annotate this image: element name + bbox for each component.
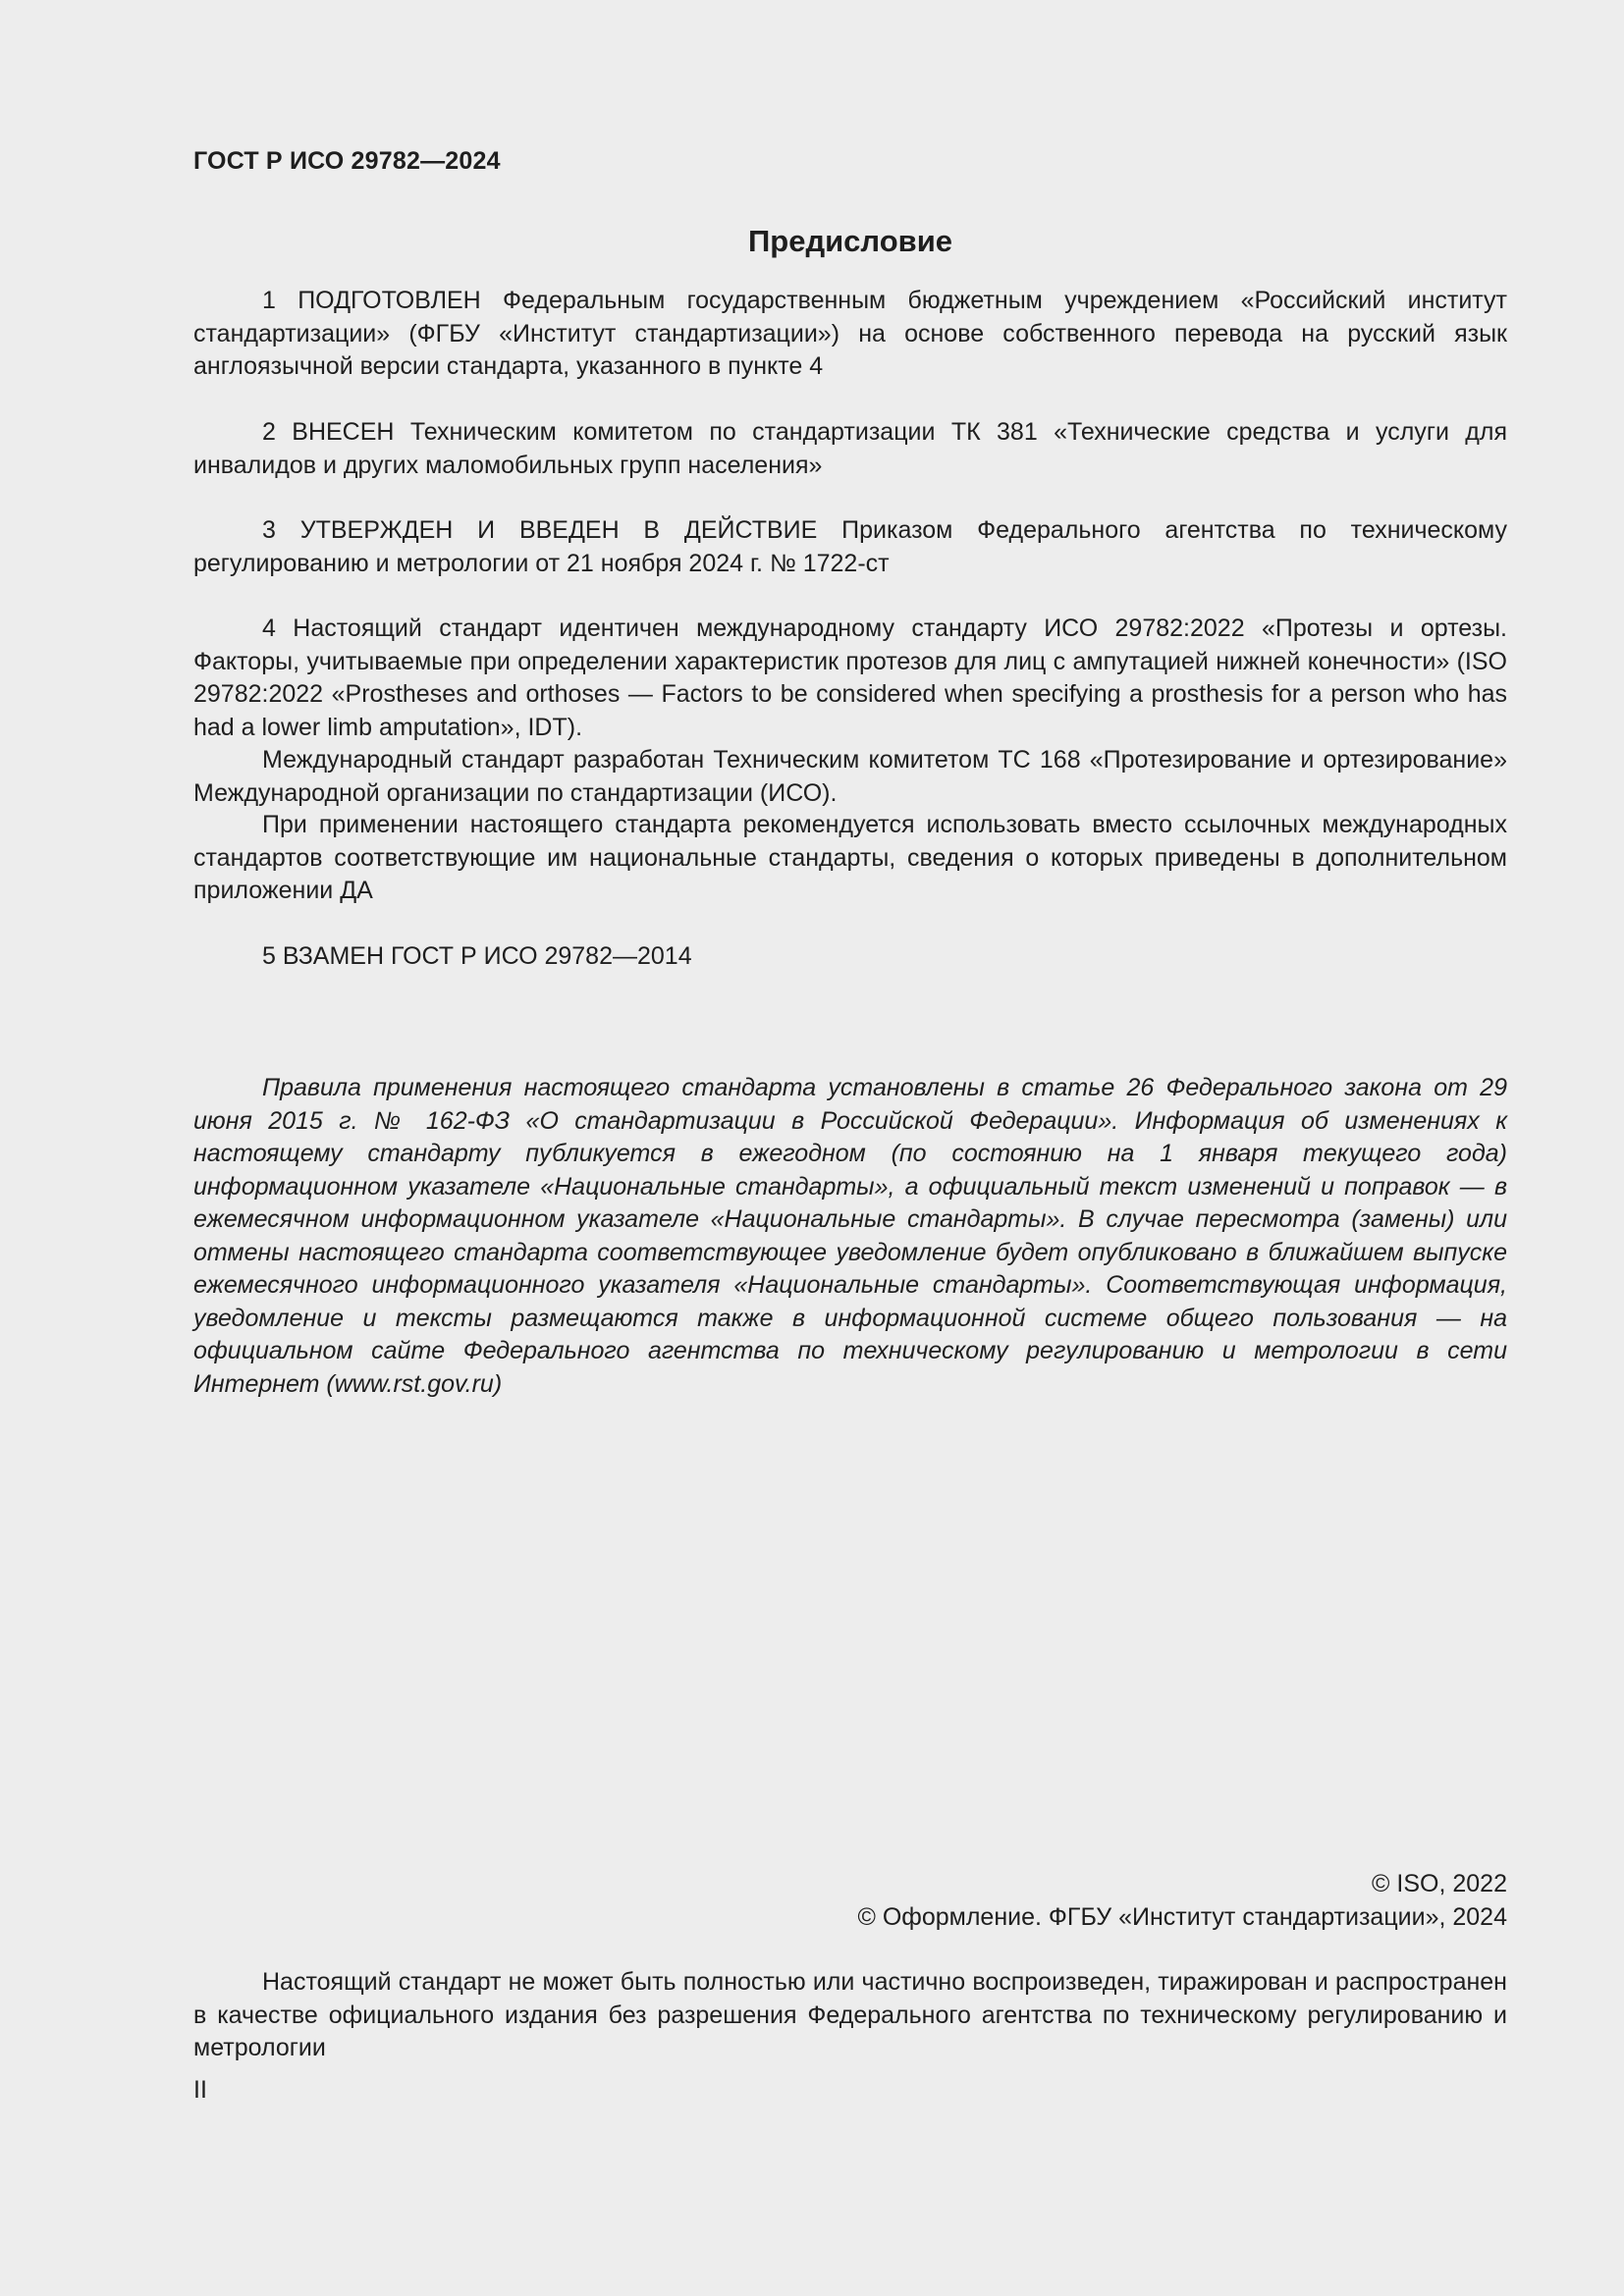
reproduction-notice: Настоящий стандарт не может быть полностью или частично воспроизведен, тиражирован и распространен в качестве официального издания без разрешения Федерального агентства по техническому регулированию и метрологии (193, 1968, 1507, 2061)
foreword-item-3: 3 УТВЕРЖДЕН И ВВЕДЕН В ДЕЙСТВИЕ Приказом Федерального агентства по техническому регулированию и метрологии от 21 ноября 2024 г. № 1722-ст (193, 516, 1507, 577)
copyright-iso: © ISO, 2022 (1372, 1870, 1507, 1897)
foreword-item-4-references: При применении настоящего стандарта рекомендуется использовать вместо ссылочных международных стандартов соответствующие им национальные стандарты, сведения о которых приведены в дополнительном приложении ДА (193, 811, 1507, 904)
foreword-item-5: 5 ВЗАМЕН ГОСТ Р ИСО 29782—2014 (262, 942, 692, 970)
copyright-design: © Оформление. ФГБУ «Институт стандартизации», 2024 (857, 1903, 1507, 1931)
page-title: Предисловие (747, 224, 952, 258)
foreword-item-2: 2 ВНЕСЕН Техническим комитетом по стандартизации ТК 381 «Технические средства и услуги для инвалидов и других маломобильных групп населения» (193, 418, 1507, 479)
foreword-item-1: 1 ПОДГОТОВЛЕН Федеральным государственным бюджетным учреждением «Российский институт стандартизации» (ФГБУ «Институт стандартизации») на основе собственного перевода на русский язык англоязычной версии стандарта, указанного в пункте 4 (193, 287, 1507, 380)
foreword-item-4: 4 Настоящий стандарт идентичен международному стандарту ИСО 29782:2022 «Протезы и ортезы. Факторы, учитываемые при определении характеристик протезов для лиц с ампутацией нижней конечности» (ISO 29782:2022 «Prostheses and orthoses — Factors to be considered when specifying a prosthesis for a person who has had a lower limb amputation», IDT). (193, 614, 1507, 741)
document-header: ГОСТ Р ИСО 29782—2024 (193, 147, 501, 175)
foreword-item-4-developer: Международный стандарт разработан Техническим комитетом ТС 168 «Протезирование и ортезирование» Международной организации по стандартизации (ИСО). (193, 746, 1507, 807)
application-rules-notice: Правила применения настоящего стандарта установлены в статье 26 Федерального закона от 29 июня 2015 г. № 162-ФЗ «О стандартизации в Российской Федерации». Информация об изменениях к настоящему стандарту публикуется в ежегодном (по состоянию на 1 января текущего года) информационном указателе «Национальные стандарты», а официальный текст изменений и поправок — в ежемесячном информационном указателе «Национальные стандарты». В случае пересмотра (замены) или отмены настоящего стандарта соответствующее уведомление будет опубликовано в ближайшем выпуске ежемесячного информационного указателя «Национальные стандарты». Соответствующая информация, уведомление и тексты размещаются также в информационной системе общего пользования — на официальном сайте Федерального агентства по техническому регулированию и метрологии в сети Интернет (www.rst.gov.ru) (193, 1074, 1507, 1398)
page-number: II (193, 2076, 207, 2104)
document-page (193, 0, 1507, 2296)
